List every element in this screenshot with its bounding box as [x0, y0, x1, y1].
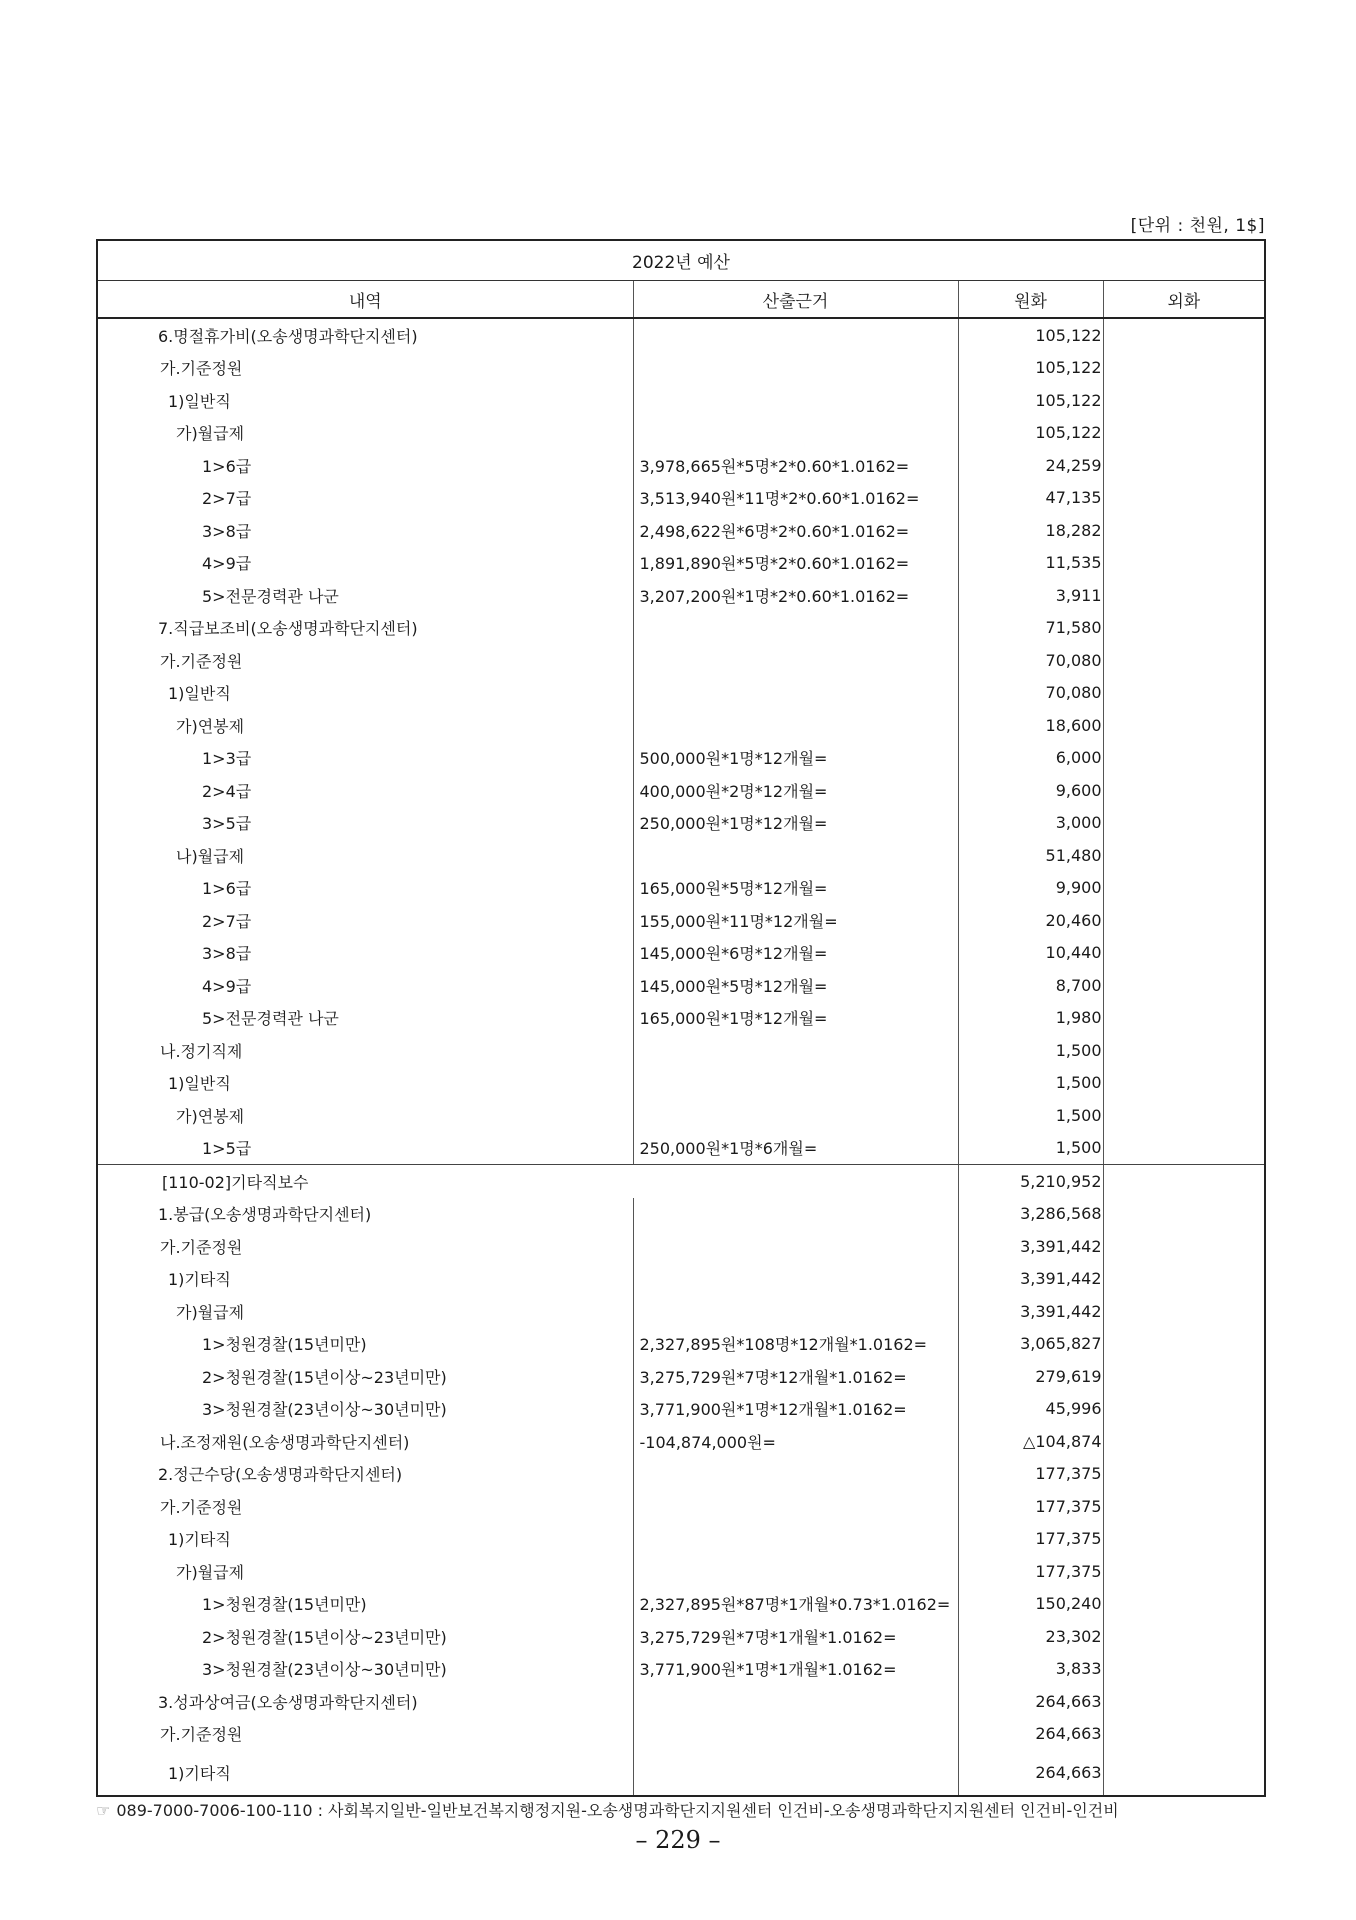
- row-basis: [633, 612, 958, 645]
- table-row: [97, 1067, 1265, 1100]
- table-row: [97, 1718, 1265, 1751]
- row-item: 가)월급제: [97, 1295, 633, 1328]
- row-foreign: [1103, 1198, 1265, 1231]
- row-foreign: [1103, 1295, 1265, 1328]
- row-item: 1>3급: [97, 742, 633, 775]
- row-krw: 1,500: [958, 1132, 1103, 1165]
- table-row: [97, 742, 1265, 775]
- row-basis: 3,771,900원*1명*12개월*1.0162=: [633, 1393, 958, 1426]
- table-row: [97, 547, 1265, 580]
- row-item: 가)월급제: [97, 417, 633, 450]
- pointing-hand-icon: ☞: [96, 1801, 111, 1820]
- row-krw: 3,391,442: [958, 1295, 1103, 1328]
- row-krw: 51,480: [958, 839, 1103, 872]
- row-foreign: [1103, 1263, 1265, 1296]
- row-krw: 264,663: [958, 1718, 1103, 1751]
- row-krw: 105,122: [958, 417, 1103, 450]
- row-foreign: [1103, 1132, 1265, 1165]
- row-basis: 3,513,940원*11명*2*0.60*1.0162=: [633, 482, 958, 515]
- table-row: [97, 352, 1265, 385]
- row-basis: 250,000원*1명*6개월=: [633, 1132, 958, 1165]
- row-basis: [633, 417, 958, 450]
- table-row: [97, 1034, 1265, 1067]
- row-krw: 177,375: [958, 1490, 1103, 1523]
- row-item: 3>8급: [97, 937, 633, 970]
- table-row: [97, 872, 1265, 905]
- row-item: 1.봉급(오송생명과학단지센터): [97, 1198, 633, 1231]
- table-row: [97, 1328, 1265, 1361]
- row-basis: 155,000원*11명*12개월=: [633, 904, 958, 937]
- row-krw: 11,535: [958, 547, 1103, 580]
- table-row: [97, 1555, 1265, 1588]
- row-item: 1)일반직: [97, 1067, 633, 1100]
- row-foreign: [1103, 1002, 1265, 1035]
- row-foreign: [1103, 449, 1265, 482]
- row-foreign: [1103, 1490, 1265, 1523]
- row-krw: 1,500: [958, 1034, 1103, 1067]
- row-krw: 18,282: [958, 514, 1103, 547]
- row-item: 1)기타직: [97, 1523, 633, 1556]
- row-foreign: [1103, 1099, 1265, 1132]
- row-foreign: [1103, 1034, 1265, 1067]
- row-item: 1>6급: [97, 449, 633, 482]
- row-basis: 2,498,622원*6명*2*0.60*1.0162=: [633, 514, 958, 547]
- table-row: [97, 709, 1265, 742]
- row-basis: [633, 352, 958, 385]
- row-item: [110-02]기타직보수: [97, 1165, 958, 1198]
- row-item: 1)기타직: [97, 1750, 633, 1796]
- table-body: [97, 318, 1265, 1796]
- row-basis: 400,000원*2명*12개월=: [633, 774, 958, 807]
- table-row: [97, 1685, 1265, 1718]
- row-krw: 3,833: [958, 1653, 1103, 1686]
- row-foreign: [1103, 612, 1265, 645]
- row-krw: 177,375: [958, 1555, 1103, 1588]
- row-item: 1>청원경찰(15년미만): [97, 1328, 633, 1361]
- row-krw: 45,996: [958, 1393, 1103, 1426]
- table-row: [97, 612, 1265, 645]
- row-foreign: [1103, 352, 1265, 385]
- row-basis: 145,000원*6명*12개월=: [633, 937, 958, 970]
- table-row: [97, 1458, 1265, 1491]
- row-krw: 18,600: [958, 709, 1103, 742]
- table-row: [97, 807, 1265, 840]
- table-row: [97, 1132, 1265, 1165]
- row-foreign: [1103, 644, 1265, 677]
- row-krw: 1,500: [958, 1099, 1103, 1132]
- table-row: [97, 482, 1265, 515]
- row-basis: [633, 1295, 958, 1328]
- row-krw: 10,440: [958, 937, 1103, 970]
- row-item: 2>7급: [97, 904, 633, 937]
- table-row: [97, 514, 1265, 547]
- table-row: [97, 1099, 1265, 1132]
- row-foreign: [1103, 742, 1265, 775]
- table-row: [97, 417, 1265, 450]
- table-row: [97, 644, 1265, 677]
- row-foreign: [1103, 1555, 1265, 1588]
- table-row: [97, 904, 1265, 937]
- row-item: 1)기타직: [97, 1263, 633, 1296]
- row-foreign: [1103, 1523, 1265, 1556]
- row-krw: 24,259: [958, 449, 1103, 482]
- row-basis: [633, 1750, 958, 1796]
- table-row: [97, 1360, 1265, 1393]
- row-item: 3>청원경찰(23년이상~30년미만): [97, 1653, 633, 1686]
- row-krw: 9,600: [958, 774, 1103, 807]
- row-krw: 264,663: [958, 1685, 1103, 1718]
- row-basis: [633, 1099, 958, 1132]
- row-foreign: [1103, 1393, 1265, 1426]
- row-item: 2.정근수당(오송생명과학단지센터): [97, 1458, 633, 1491]
- row-krw: 20,460: [958, 904, 1103, 937]
- row-item: 5>전문경력관 나군: [97, 579, 633, 612]
- row-foreign: [1103, 1653, 1265, 1686]
- row-item: 1>5급: [97, 1132, 633, 1165]
- row-basis: 3,978,665원*5명*2*0.60*1.0162=: [633, 449, 958, 482]
- row-krw: 70,080: [958, 644, 1103, 677]
- table-row: [97, 677, 1265, 710]
- row-basis: [633, 1198, 958, 1231]
- row-item: 5>전문경력관 나군: [97, 1002, 633, 1035]
- row-item: 4>9급: [97, 547, 633, 580]
- row-krw: 70,080: [958, 677, 1103, 710]
- row-item: 나.조정재원(오송생명과학단지센터): [97, 1425, 633, 1458]
- table-row: [97, 1425, 1265, 1458]
- row-krw: 264,663: [958, 1750, 1103, 1796]
- row-basis: [633, 1263, 958, 1296]
- row-basis: 1,891,890원*5명*2*0.60*1.0162=: [633, 547, 958, 580]
- row-foreign: [1103, 937, 1265, 970]
- row-basis: [633, 1523, 958, 1556]
- row-foreign: [1103, 677, 1265, 710]
- row-basis: [633, 1685, 958, 1718]
- row-item: 3>청원경찰(23년이상~30년미만): [97, 1393, 633, 1426]
- table-row: [97, 1263, 1265, 1296]
- row-krw: 1,500: [958, 1067, 1103, 1100]
- row-foreign: [1103, 1685, 1265, 1718]
- row-basis: [633, 1490, 958, 1523]
- table-row: [97, 774, 1265, 807]
- row-basis: 2,327,895원*87명*1개월*0.73*1.0162=: [633, 1588, 958, 1621]
- row-item: 6.명절휴가비(오송생명과학단지센터): [97, 318, 633, 352]
- row-foreign: [1103, 1067, 1265, 1100]
- budget-table: [96, 239, 1266, 1797]
- row-krw: 105,122: [958, 384, 1103, 417]
- table-row: [97, 1490, 1265, 1523]
- row-item: 가.기준정원: [97, 1490, 633, 1523]
- row-krw: 6,000: [958, 742, 1103, 775]
- row-krw: 3,286,568: [958, 1198, 1103, 1231]
- table-row: [97, 579, 1265, 612]
- header-item: 내역: [97, 281, 633, 319]
- row-item: 가)연봉제: [97, 1099, 633, 1132]
- row-basis: [633, 384, 958, 417]
- row-foreign: [1103, 1360, 1265, 1393]
- row-basis: 2,327,895원*108명*12개월*1.0162=: [633, 1328, 958, 1361]
- table-row: [97, 1198, 1265, 1231]
- row-item: 3>5급: [97, 807, 633, 840]
- row-foreign: [1103, 1588, 1265, 1621]
- row-basis: 3,207,200원*1명*2*0.60*1.0162=: [633, 579, 958, 612]
- row-krw: 279,619: [958, 1360, 1103, 1393]
- row-krw: 1,980: [958, 1002, 1103, 1035]
- row-krw: 23,302: [958, 1620, 1103, 1653]
- row-foreign: [1103, 969, 1265, 1002]
- header-foreign: 외화: [1103, 281, 1265, 319]
- table-row: [97, 1588, 1265, 1621]
- table-row: [97, 1653, 1265, 1686]
- row-item: 1)일반직: [97, 384, 633, 417]
- row-krw: 9,900: [958, 872, 1103, 905]
- row-basis: 3,771,900원*1명*1개월*1.0162=: [633, 1653, 958, 1686]
- header-krw: 원화: [958, 281, 1103, 319]
- row-basis: 500,000원*1명*12개월=: [633, 742, 958, 775]
- row-foreign: [1103, 1425, 1265, 1458]
- row-foreign: [1103, 904, 1265, 937]
- table-row: [97, 1393, 1265, 1426]
- row-basis: [633, 1458, 958, 1491]
- row-basis: -104,874,000원=: [633, 1425, 958, 1458]
- row-krw: 3,391,442: [958, 1263, 1103, 1296]
- page-number: – 229 –: [635, 1826, 721, 1854]
- row-foreign: [1103, 384, 1265, 417]
- table-row: [97, 937, 1265, 970]
- row-krw: 8,700: [958, 969, 1103, 1002]
- row-basis: 165,000원*1명*12개월=: [633, 1002, 958, 1035]
- row-item: 가)월급제: [97, 1555, 633, 1588]
- row-foreign: [1103, 839, 1265, 872]
- row-krw: 105,122: [958, 352, 1103, 385]
- row-basis: [633, 1718, 958, 1751]
- row-krw: 47,135: [958, 482, 1103, 515]
- row-krw: 3,391,442: [958, 1230, 1103, 1263]
- table-row: [97, 1002, 1265, 1035]
- row-foreign: [1103, 709, 1265, 742]
- table-row: [97, 1750, 1265, 1796]
- row-item: 2>청원경찰(15년이상~23년미만): [97, 1360, 633, 1393]
- table-row: [97, 449, 1265, 482]
- table-row: [97, 318, 1265, 352]
- footer-code-line: [96, 1798, 1119, 1821]
- table-row: [97, 1230, 1265, 1263]
- row-item: 1>청원경찰(15년미만): [97, 1588, 633, 1621]
- unit-note: [단위 : 천원, 1$]: [1130, 216, 1265, 236]
- row-item: 7.직급보조비(오송생명과학단지센터): [97, 612, 633, 645]
- row-basis: [633, 1230, 958, 1263]
- row-foreign: [1103, 774, 1265, 807]
- row-krw: 177,375: [958, 1458, 1103, 1491]
- row-foreign: [1103, 1230, 1265, 1263]
- row-item: 나.정기직제: [97, 1034, 633, 1067]
- footer-code-text: 089-7000-7006-100-110 : 사회복지일반-일반보건복지행정지원-오송생명과학단지지원센터 인건비-오송생명과학단지지원센터 인건비-인건비: [116, 1801, 1119, 1820]
- table-title: 2022년 예산: [97, 240, 1265, 281]
- row-item: 가.기준정원: [97, 352, 633, 385]
- row-item: 나)월급제: [97, 839, 633, 872]
- row-item: 가.기준정원: [97, 644, 633, 677]
- row-foreign: [1103, 807, 1265, 840]
- row-basis: [633, 1034, 958, 1067]
- row-foreign: [1103, 1750, 1265, 1796]
- row-foreign: [1103, 318, 1265, 352]
- row-basis: 3,275,729원*7명*12개월*1.0162=: [633, 1360, 958, 1393]
- row-krw: △104,874: [958, 1425, 1103, 1458]
- row-basis: 3,275,729원*7명*1개월*1.0162=: [633, 1620, 958, 1653]
- row-krw: 3,911: [958, 579, 1103, 612]
- row-foreign: [1103, 1328, 1265, 1361]
- row-foreign: [1103, 482, 1265, 515]
- row-foreign: [1103, 579, 1265, 612]
- row-item: 2>4급: [97, 774, 633, 807]
- row-item: 1)일반직: [97, 677, 633, 710]
- row-item: 1>6급: [97, 872, 633, 905]
- row-basis: [633, 677, 958, 710]
- row-krw: 5,210,952: [958, 1165, 1103, 1198]
- row-item: 4>9급: [97, 969, 633, 1002]
- row-item: 가.기준정원: [97, 1230, 633, 1263]
- row-krw: 3,000: [958, 807, 1103, 840]
- table-row: [97, 969, 1265, 1002]
- table-row: [97, 1620, 1265, 1653]
- row-krw: 150,240: [958, 1588, 1103, 1621]
- table-row: [97, 1295, 1265, 1328]
- row-foreign: [1103, 514, 1265, 547]
- row-basis: [633, 318, 958, 352]
- row-foreign: [1103, 547, 1265, 580]
- table-row: [97, 384, 1265, 417]
- row-krw: 3,065,827: [958, 1328, 1103, 1361]
- row-basis: [633, 644, 958, 677]
- row-item: 3.성과상여금(오송생명과학단지센터): [97, 1685, 633, 1718]
- row-item: 가)연봉제: [97, 709, 633, 742]
- row-basis: 250,000원*1명*12개월=: [633, 807, 958, 840]
- table-row: [97, 1523, 1265, 1556]
- row-foreign: [1103, 1620, 1265, 1653]
- row-foreign: [1103, 1458, 1265, 1491]
- row-basis: [633, 709, 958, 742]
- row-krw: 71,580: [958, 612, 1103, 645]
- header-basis: 산출근거: [633, 281, 958, 319]
- row-krw: 177,375: [958, 1523, 1103, 1556]
- row-item: 3>8급: [97, 514, 633, 547]
- table-row: [97, 839, 1265, 872]
- row-item: 가.기준정원: [97, 1718, 633, 1751]
- row-foreign: [1103, 1718, 1265, 1751]
- row-foreign: [1103, 872, 1265, 905]
- row-item: 2>청원경찰(15년이상~23년미만): [97, 1620, 633, 1653]
- row-item: 2>7급: [97, 482, 633, 515]
- row-basis: 145,000원*5명*12개월=: [633, 969, 958, 1002]
- row-basis: [633, 1067, 958, 1100]
- row-foreign: [1103, 1165, 1265, 1198]
- table-row: [97, 1165, 1265, 1198]
- row-foreign: [1103, 417, 1265, 450]
- row-basis: [633, 839, 958, 872]
- row-basis: 165,000원*5명*12개월=: [633, 872, 958, 905]
- row-basis: [633, 1555, 958, 1588]
- row-krw: 105,122: [958, 318, 1103, 352]
